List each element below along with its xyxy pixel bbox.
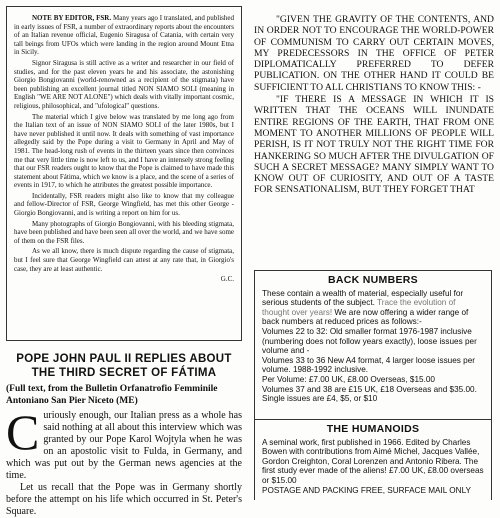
back-numbers-line: Volumes 33 to 36 New A4 format, 4 larger loose issues per volume. 1988-1992 inclusive.	[262, 355, 475, 375]
quote-paragraph: "GIVEN THE GRAVITY OF THE CONTENTS, AND IN ORDER NOT TO ENCOURAGE THE WORLD-POWER OF COMMUNISM TO CARRY OUT CERTAIN MOVES, MY PREDECESSORS IN THE OFFICE OF PETER DIPLOMATICALLY PREFERRED TO DEFER PUBLICATION. ON THE OTHER HAND IT COULD BE SUFFICIENT TO ALL CHRISTIANS TO KNOW THIS: -	[254, 14, 494, 93]
drop-cap: C	[6, 404, 40, 460]
editor-note-paragraph: Many photographs of Giorgio Bongiovanni, with his bleeding stigmata, have been published and have been seen all over the world, and we have some of them on the FSR files.	[14, 219, 234, 245]
article-title: POPE JOHN PAUL II REPLIES ABOUT THE THIRD SECRET OF FÁTIMA	[16, 353, 232, 379]
article-paragraph: Curiously enough, our Italian press as a whole has said nothing at all about this interview which was granted by our Pope Karol Wojtyla when he was on an apostolic visit to Fulda, in Germany, and which was put out by the German news agencies at the time.	[6, 404, 242, 481]
pope-quote-column	[254, 14, 494, 257]
editor-note-paragraph: NOTE BY EDITOR, FSR. Many years ago I translated, and published in early issues of FSR, a number of extraordinary reports about the encounters of an Italian revenue official, Eugenio Siragusa of Catania, with certain very tall beings from UFOs which were landing in the region around Mount Etna in Sicily.	[14, 14, 234, 57]
editor-note-paragraph: Signor Siragusa is still active as a writer and researcher in our field of studies, and for the past eleven years he and his associate, the astonishing Giorgio Bongiovanni (world-renowned as a recipient of the stigmata) have been publishing an excellent journal titled NON SIAMO SOLI (meaning in English "WE ARE NOT ALONE") which deals with vitally important cosmic, religious, philosophical, and "ufological" questions.	[14, 58, 234, 110]
article-subtitle: (Full text, from the Bulletin Orfanatrofio Femminile Antoniano San Pier Niceto (ME)	[6, 384, 218, 406]
humanoids-body: A seminal work, first published in 1966. Edited by Charles Bowen with contributions from Aimé Michel, Jacques Vallée, Gordon Creighton, Coral Lorenzen and Antonio Ribera. The first study ever made of the aliens! £7.00 UK, £8.00 overseas or $15.00	[262, 437, 484, 485]
back-numbers-box	[254, 270, 492, 420]
editor-note-heading: NOTE BY EDITOR, FSR.	[32, 14, 112, 22]
article-paragraph: Let us recall that the Pope was in Germany shortly before the attempt on his life which occurred in St. Peter's Square.	[6, 482, 242, 517]
editor-note-paragraph: Incidentally, FSR readers might also like to know that my colleague and fellow-Director of FSR, George Wingfield, has met this other George - Giorgio Bongiovanni, and is writing a report on him for us.	[14, 191, 234, 218]
back-numbers-price: Volumes 37 and 38 are £15 UK, £18 Overseas and $35.00. Single issues are £4, $5, or $10	[262, 384, 477, 404]
editor-note-paragraph: As we all know, there is much dispute regarding the cause of stigmata, but I feel sure that George Wingfield can attest at any rate that, in Giorgio's case, they are at least authentic.	[14, 247, 234, 273]
quote-paragraph: "IF THERE IS A MESSAGE IN WHICH IT IS WRITTEN THAT THE OCEANS WILL INUNDATE ENTIRE REGIONS OF THE EARTH, THAT FROM ONE MOMENT TO ANOTHER MILLIONS OF PEOPLE WILL PERISH, IS IT NOT TRULY NOT THE RIGHT TIME FOR HANKERING SO MUCH AFTER THE DIVULGATION OF SUCH A SECRET MESSAGE? MANY SIMPLY WANT TO KNOW OUT OF CURIOSITY, AND OUT OF A TASTE FOR SENSATIONALISM, BUT THEY FORGET THAT	[254, 94, 494, 196]
editor-signature: G.C.	[220, 275, 234, 284]
back-numbers-intro: These contain a wealth of material, especially useful for serious students of the subject. Trace the evolution of thought over years! We are now offering a wider range of back numbers at reduced prices as follows:-	[262, 288, 469, 327]
editor-note-paragraph: The material which I give below was translated by me long ago from the Italian text of an issue of NON SIAMO SOLI of the later 1980s, but I have never published it until now. It deals with something of vast importance allegedly said by the Pope during a visit to Germany in April and May of 1981. The head-long rush of events in the thirteen years since then convinces me that very little time is now left to us, and I have an intensely strong feeling that our FSR readers ought to know that the Pope is claimed to have made this statement about Fátima, which we know is a place, and the scene of a series of events in 1917, to which he attributes the greatest possible importance.	[14, 112, 234, 190]
back-numbers-price: Per Volume: £7.00 UK, £8.00 Overseas, $15.00	[262, 374, 435, 384]
editor-note-box	[6, 6, 242, 341]
back-numbers-title: BACK NUMBERS	[328, 274, 418, 286]
humanoids-postage: POSTAGE AND PACKING FREE, SURFACE MAIL ONLY	[262, 485, 471, 495]
humanoids-title: THE HUMANOIDS	[326, 423, 420, 435]
article-body	[6, 404, 242, 517]
back-numbers-line: Volumes 22 to 32: Old smaller format 1976-1987 inclusive (numbering does not follow years exactly), loose issues per volume and -	[262, 326, 477, 356]
humanoids-box	[254, 419, 492, 500]
